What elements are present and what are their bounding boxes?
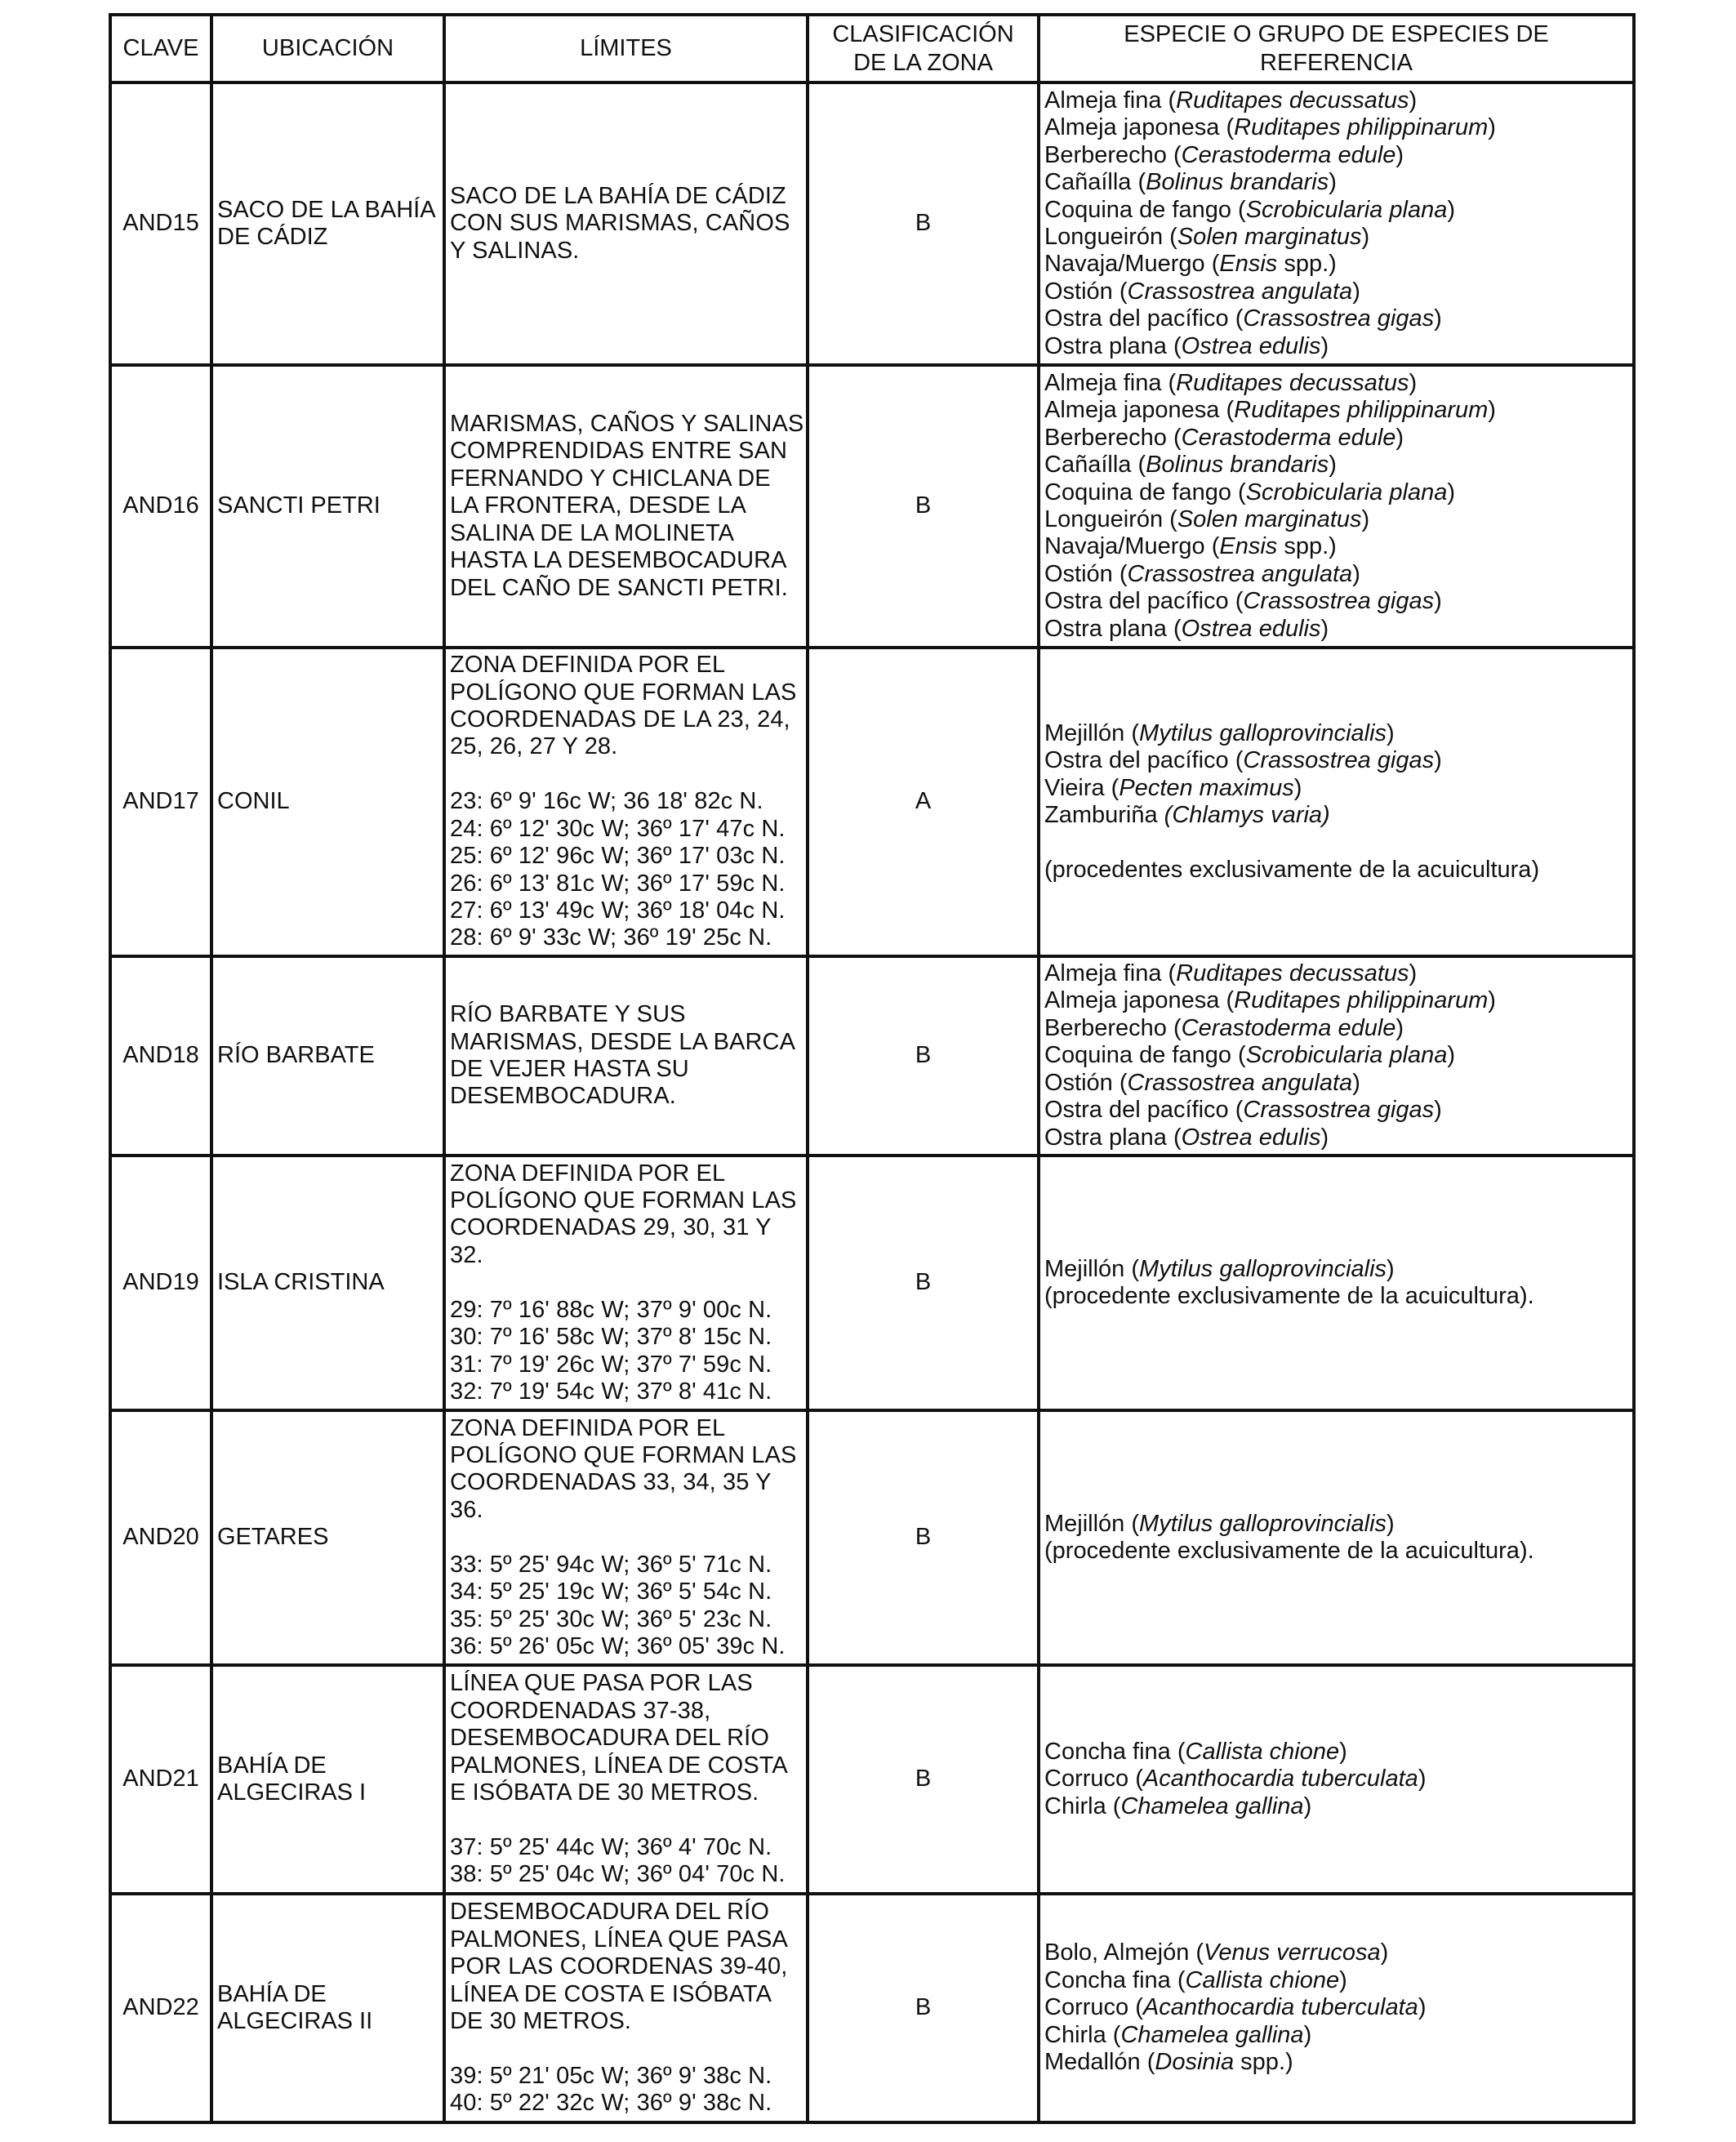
name-suffix: )	[1339, 1966, 1347, 1993]
scientific-name: Chamelea gallina	[1120, 1792, 1304, 1819]
common-name: Coquina de fango (	[1044, 479, 1246, 505]
name-suffix: )	[1434, 1097, 1442, 1124]
scientific-name: Crassostrea gigas	[1243, 1097, 1435, 1124]
limites-line: SALINA DE LA MOLINETA	[450, 519, 735, 546]
especie-line	[1044, 1015, 1628, 1042]
limites-line: Y SALINAS.	[450, 237, 580, 264]
scientific-name: Mytilus galloprovincialis	[1139, 719, 1387, 746]
limites-line: MARISMAS, CAÑOS Y SALINAS	[450, 411, 804, 438]
name-suffix: )	[1409, 369, 1418, 396]
name-suffix: )	[1329, 169, 1337, 196]
common-name: Navaja/Muergo (	[1044, 251, 1220, 278]
limites-cell	[444, 956, 808, 1156]
especies-cell	[1039, 956, 1634, 1156]
scientific-name: Scrobicularia plana	[1245, 1042, 1448, 1069]
table-row	[110, 1156, 1634, 1410]
common-name: Almeja japonesa (	[1044, 114, 1235, 141]
scientific-name: Crassostrea angulata	[1127, 278, 1353, 305]
common-name: Vieira (	[1044, 774, 1119, 801]
scientific-name: Bolinus brandaris	[1146, 169, 1329, 196]
especie-line	[1044, 588, 1628, 615]
table-row	[110, 1410, 1634, 1665]
table-row	[110, 648, 1634, 956]
limites-line: 38: 5º 25' 04c W; 36º 04' 70c N.	[450, 1861, 786, 1888]
name-suffix: spp.)	[1277, 533, 1337, 560]
limites-line: 35: 5º 25' 30c W; 36º 5' 23c N.	[450, 1605, 772, 1632]
scientific-name: Ruditapes decussatus	[1176, 87, 1409, 114]
header-clasificacion: CLASIFICACIÓN DE LA ZONA	[808, 15, 1039, 82]
limites-line: 25: 6º 12' 96c W; 36º 17' 03c N.	[450, 843, 786, 870]
common-name: Mejillón (	[1044, 1255, 1140, 1282]
common-name: Zamburiña	[1044, 802, 1164, 828]
limites-cell	[444, 82, 808, 365]
table-body	[110, 82, 1634, 2122]
common-name: Ostra plana (	[1044, 332, 1182, 359]
header-especie: ESPECIE O GRUPO DE ESPECIES DE REFERENCIA	[1039, 15, 1634, 82]
common-name: Berberecho (	[1044, 424, 1182, 451]
ubicacion-cell	[211, 365, 444, 648]
especie-line	[1044, 425, 1628, 452]
clave-cell: AND19	[110, 1156, 211, 1410]
name-suffix: )	[1387, 1255, 1395, 1282]
header-limites: LÍMITES	[444, 15, 808, 82]
clave-cell: AND15	[110, 82, 211, 365]
ubicacion-cell	[211, 1156, 444, 1410]
scientific-name: Ruditapes philippinarum	[1234, 114, 1489, 141]
scientific-name: Cerastoderma edule	[1181, 1014, 1396, 1041]
limites-line: 27: 6º 13' 49c W; 36º 18' 04c N.	[450, 897, 786, 924]
limites-line: MARISMAS, DESDE LA BARCA	[450, 1028, 796, 1055]
zonas-table	[109, 13, 1636, 2124]
ubicacion-cell	[211, 956, 444, 1156]
especie-line	[1044, 802, 1628, 829]
common-name: Longueirón (	[1044, 224, 1177, 250]
scientific-name: Bolinus brandaris	[1146, 452, 1329, 479]
common-name: Cañaílla (	[1044, 452, 1146, 479]
common-name: Medallón (	[1044, 2049, 1155, 2076]
clasificacion-cell: B	[808, 1156, 1039, 1410]
name-suffix: )	[1320, 615, 1329, 642]
common-name: Ostra plana (	[1044, 1124, 1182, 1151]
scientific-name: Crassostrea gigas	[1243, 305, 1435, 332]
ubicacion-line: ISLA CRISTINA	[217, 1269, 385, 1296]
especie-line	[1044, 857, 1628, 884]
limites-line: 28: 6º 9' 33c W; 36º 19' 25c N.	[450, 924, 772, 951]
scientific-name: Chamelea gallina	[1120, 2021, 1304, 2048]
especie-line	[1044, 1124, 1628, 1151]
ubicacion-cell	[211, 1665, 444, 1894]
scientific-name: Ensis	[1219, 251, 1278, 278]
scientific-name: Crassostrea angulata	[1127, 560, 1353, 587]
limites-line: 24: 6º 12' 30c W; 36º 17' 47c N.	[450, 815, 786, 842]
blank-line	[450, 1269, 802, 1296]
especie-line	[1044, 616, 1628, 643]
especie-line	[1044, 397, 1628, 424]
limites-line: ZONA DEFINIDA POR EL	[450, 1414, 726, 1441]
scientific-name: Solen marginatus	[1177, 224, 1362, 250]
name-suffix: )	[1447, 479, 1456, 505]
scientific-name: Crassostrea angulata	[1127, 1069, 1353, 1096]
name-suffix: )	[1361, 224, 1370, 250]
common-name: (procedentes exclusivamente de la acuicultura)	[1044, 856, 1540, 883]
clasificacion-cell: B	[808, 1665, 1039, 1894]
limites-line: 33: 5º 25' 94c W; 36º 5' 71c N.	[450, 1551, 772, 1578]
name-suffix: )	[1352, 1069, 1360, 1096]
clasificacion-cell: B	[808, 1894, 1039, 2122]
limites-line: COORDENADAS 33, 34, 35 Y	[450, 1469, 772, 1496]
scientific-name: Scrobicularia plana	[1245, 196, 1448, 223]
ubicacion-line: BAHÍA DE	[217, 1752, 327, 1779]
clave-cell: AND18	[110, 956, 211, 1156]
common-name: Almeja japonesa (	[1044, 987, 1235, 1014]
especie-line	[1044, 333, 1628, 360]
common-name: Mejillón (	[1044, 719, 1140, 746]
especie-line	[1044, 533, 1628, 560]
common-name: Cañaílla (	[1044, 169, 1146, 196]
especie-line	[1044, 1994, 1628, 2021]
name-suffix: )	[1418, 1994, 1427, 2021]
limites-line: RÍO BARBATE Y SUS	[450, 1001, 686, 1028]
name-suffix: )	[1418, 1766, 1427, 1792]
name-suffix: )	[1409, 960, 1418, 987]
limites-cell	[444, 1894, 808, 2122]
header-clave: CLAVE	[110, 15, 211, 82]
table-row	[110, 365, 1634, 648]
limites-line: 25, 26, 27 Y 28.	[450, 733, 618, 760]
name-suffix: )	[1488, 987, 1496, 1014]
limites-line: 23: 6º 9' 16c W; 36 18' 82c N.	[450, 788, 763, 815]
clave-cell: AND20	[110, 1410, 211, 1665]
common-name: Navaja/Muergo (	[1044, 533, 1220, 560]
especie-line	[1044, 1739, 1628, 1766]
clasificacion-cell: B	[808, 82, 1039, 365]
limites-line: CON SUS MARISMAS, CAÑOS	[450, 210, 790, 237]
common-name: Ostión (	[1044, 278, 1128, 305]
name-suffix: )	[1352, 560, 1360, 587]
limites-line: SACO DE LA BAHÍA DE CÁDIZ	[450, 182, 786, 209]
name-suffix: )	[1447, 196, 1456, 223]
name-suffix: )	[1395, 424, 1404, 451]
name-suffix: spp.)	[1277, 251, 1337, 278]
name-suffix: )	[1303, 2021, 1312, 2048]
name-suffix: spp.)	[1234, 2049, 1293, 2076]
scientific-name: Ruditapes decussatus	[1176, 369, 1409, 396]
blank-line	[450, 761, 802, 788]
scientific-name: Mytilus galloprovincialis	[1139, 1510, 1387, 1537]
scientific-name: Crassostrea gigas	[1243, 747, 1435, 774]
common-name: Berberecho (	[1044, 1014, 1182, 1041]
ubicacion-line: RÍO BARBATE	[217, 1042, 375, 1069]
common-name: Berberecho (	[1044, 141, 1182, 168]
name-suffix: )	[1447, 1042, 1456, 1069]
name-suffix: )	[1434, 588, 1442, 615]
limites-line: 39: 5º 21' 05c W; 36º 9' 38c N.	[450, 2062, 772, 2089]
scientific-name: Acanthocardia tuberculata	[1142, 1994, 1418, 2021]
common-name: Coquina de fango (	[1044, 196, 1246, 223]
ubicacion-line: DE CÁDIZ	[217, 224, 328, 250]
limites-line: 36.	[450, 1496, 483, 1523]
common-name: Chirla (	[1044, 2021, 1121, 2048]
especies-cell	[1039, 82, 1634, 365]
limites-line: DE VEJER HASTA SU	[450, 1056, 689, 1082]
especies-cell	[1039, 648, 1634, 956]
limites-line: COORDENADAS 37-38,	[450, 1697, 711, 1724]
table-row	[110, 1665, 1634, 1894]
common-name: Ostión (	[1044, 560, 1128, 587]
common-name: Concha fina (	[1044, 1966, 1186, 1993]
especies-cell	[1039, 1156, 1634, 1410]
especie-line	[1044, 1042, 1628, 1069]
scientific-name: Scrobicularia plana	[1245, 479, 1448, 505]
name-suffix: )	[1361, 506, 1370, 532]
especie-line	[1044, 747, 1628, 774]
scientific-name: Ostrea edulis	[1181, 332, 1321, 359]
limites-line: PALMONES, LÍNEA DE COSTA	[450, 1752, 788, 1779]
ubicacion-line: GETARES	[217, 1524, 329, 1551]
especie-line	[1044, 1939, 1628, 1966]
scientific-name: Ruditapes philippinarum	[1234, 397, 1489, 424]
especie-line	[1044, 2022, 1628, 2049]
limites-line: POLÍGONO QUE FORMAN LAS	[450, 1187, 797, 1214]
common-name: Almeja fina (	[1044, 960, 1177, 987]
especies-cell	[1039, 365, 1634, 648]
header-ubicacion: UBICACIÓN	[211, 15, 444, 82]
limites-line: DESEMBOCADURA DEL RÍO	[450, 1899, 769, 1926]
especie-line	[1044, 169, 1628, 196]
limites-line: 26: 6º 13' 81c W; 36º 17' 59c N.	[450, 870, 786, 897]
clasificacion-cell: B	[808, 365, 1039, 648]
limites-line: COMPRENDIDAS ENTRE SAN	[450, 438, 788, 465]
scientific-name: Ruditapes philippinarum	[1234, 987, 1489, 1014]
especie-line	[1044, 251, 1628, 278]
ubicacion-cell	[211, 1410, 444, 1665]
especie-line	[1044, 960, 1628, 987]
limites-line: 34: 5º 25' 19c W; 36º 5' 54c N.	[450, 1579, 772, 1605]
common-name: Coquina de fango (	[1044, 1042, 1246, 1069]
common-name: Ostión (	[1044, 1069, 1128, 1096]
especie-line	[1044, 1256, 1628, 1283]
limites-line: ZONA DEFINIDA POR EL	[450, 652, 726, 679]
scientific-name: (Chlamys varia)	[1164, 802, 1330, 828]
ubicacion-line: ALGECIRAS II	[217, 2008, 373, 2034]
scientific-name: Ostrea edulis	[1181, 1124, 1321, 1151]
especie-line	[1044, 2049, 1628, 2076]
scientific-name: Dosinia	[1155, 2049, 1235, 2076]
limites-line: LÍNEA QUE PASA POR LAS	[450, 1670, 753, 1697]
name-suffix: )	[1488, 114, 1496, 141]
table-row	[110, 82, 1634, 365]
limites-cell	[444, 1665, 808, 1894]
limites-line: 29: 7º 16' 88c W; 37º 9' 00c N.	[450, 1296, 772, 1323]
name-suffix: )	[1488, 397, 1496, 424]
limites-cell	[444, 648, 808, 956]
name-suffix: )	[1395, 1014, 1404, 1041]
scientific-name: Ensis	[1219, 533, 1278, 560]
especie-line	[1044, 479, 1628, 506]
common-name: Longueirón (	[1044, 506, 1177, 532]
common-name: Bolo, Almejón (	[1044, 1939, 1204, 1966]
limites-line: FERNANDO Y CHICLANA DE	[450, 465, 771, 492]
name-suffix: )	[1320, 1124, 1329, 1151]
common-name: Ostra plana (	[1044, 615, 1182, 642]
clave-cell: AND22	[110, 1894, 211, 2122]
especie-line	[1044, 114, 1628, 141]
especies-cell	[1039, 1665, 1634, 1894]
ubicacion-cell	[211, 1894, 444, 2122]
name-suffix: )	[1434, 305, 1442, 332]
common-name: Ostra del pacífico (	[1044, 747, 1244, 774]
clasificacion-cell: B	[808, 956, 1039, 1156]
name-suffix: )	[1339, 1738, 1347, 1765]
limites-line: DESEMBOCADURA DEL RÍO	[450, 1725, 769, 1752]
name-suffix: )	[1352, 278, 1360, 305]
name-suffix: )	[1320, 332, 1329, 359]
especie-line	[1044, 1070, 1628, 1097]
clave-cell: AND21	[110, 1665, 211, 1894]
common-name: Mejillón (	[1044, 1510, 1140, 1537]
limites-line: DEL CAÑO DE SANCTI PETRI.	[450, 574, 788, 601]
scientific-name: Venus verrucosa	[1204, 1939, 1381, 1966]
especie-line	[1044, 1283, 1628, 1310]
scientific-name: Ruditapes decussatus	[1176, 960, 1409, 987]
limites-line: DESEMBOCADURA.	[450, 1083, 676, 1110]
common-name: (procedente exclusivamente de la acuicultura).	[1044, 1283, 1534, 1309]
common-name: Corruco (	[1044, 1994, 1143, 2021]
limites-line: LÍNEA DE COSTA E ISÓBATA	[450, 1980, 772, 2007]
ubicacion-cell	[211, 648, 444, 956]
especie-line	[1044, 370, 1628, 397]
limites-line: 40: 5º 22' 32c W; 36º 9' 38c N.	[450, 2090, 772, 2117]
scientific-name: Cerastoderma edule	[1181, 141, 1396, 168]
limites-line: COORDENADAS DE LA 23, 24,	[450, 706, 790, 733]
especie-line	[1044, 305, 1628, 332]
ubicacion-line: SACO DE LA BAHÍA	[217, 196, 436, 223]
common-name: Almeja fina (	[1044, 369, 1177, 396]
blank-line	[450, 1524, 802, 1551]
name-suffix: )	[1409, 87, 1418, 114]
limites-cell	[444, 1156, 808, 1410]
common-name: Corruco (	[1044, 1766, 1143, 1792]
blank-line	[1044, 829, 1628, 856]
especie-line	[1044, 506, 1628, 533]
scientific-name: Crassostrea gigas	[1243, 588, 1435, 615]
common-name: Concha fina (	[1044, 1738, 1186, 1765]
ubicacion-line: SANCTI PETRI	[217, 492, 381, 519]
common-name: Ostra del pacífico (	[1044, 1097, 1244, 1124]
especie-line	[1044, 1538, 1628, 1565]
name-suffix: )	[1387, 1510, 1395, 1537]
especie-line	[1044, 197, 1628, 224]
especies-cell	[1039, 1894, 1634, 2122]
common-name: Ostra del pacífico (	[1044, 588, 1244, 615]
limites-line: POLÍGONO QUE FORMAN LAS	[450, 1442, 797, 1469]
especie-line	[1044, 987, 1628, 1014]
limites-line: COORDENADAS 29, 30, 31 Y	[450, 1214, 772, 1241]
especie-line	[1044, 775, 1628, 802]
limites-line: 31: 7º 19' 26c W; 37º 7' 59c N.	[450, 1351, 772, 1378]
clave-cell: AND17	[110, 648, 211, 956]
limites-line: HASTA LA DESEMBOCADURA	[450, 547, 787, 574]
especie-line	[1044, 87, 1628, 114]
blank-line	[450, 1806, 802, 1833]
name-suffix: )	[1395, 141, 1404, 168]
limites-line: 37: 5º 25' 44c W; 36º 4' 70c N.	[450, 1833, 772, 1860]
common-name: (procedente exclusivamente de la acuicultura).	[1044, 1538, 1534, 1564]
limites-line: PALMONES, LÍNEA QUE PASA	[450, 1926, 788, 1953]
especie-line	[1044, 452, 1628, 479]
especie-line	[1044, 720, 1628, 747]
ubicacion-line: ALGECIRAS I	[217, 1779, 367, 1806]
blank-line	[450, 2035, 802, 2062]
especie-line	[1044, 561, 1628, 588]
common-name: Almeja fina (	[1044, 87, 1177, 114]
limites-line: 32: 7º 19' 54c W; 37º 8' 41c N.	[450, 1378, 772, 1405]
limites-line: POR LAS COORDENAS 39-40,	[450, 1953, 788, 1980]
clave-cell: AND16	[110, 365, 211, 648]
especie-line	[1044, 1097, 1628, 1124]
table-row	[110, 956, 1634, 1156]
scientific-name: Callista chione	[1185, 1738, 1340, 1765]
clasificacion-cell: A	[808, 648, 1039, 956]
ubicacion-line: BAHÍA DE	[217, 1980, 327, 2007]
clasificacion-cell: B	[808, 1410, 1039, 1665]
common-name: Almeja japonesa (	[1044, 397, 1235, 424]
especie-line	[1044, 1967, 1628, 1994]
especie-line	[1044, 1766, 1628, 1792]
scientific-name: Cerastoderma edule	[1181, 424, 1396, 451]
name-suffix: )	[1380, 1939, 1389, 1966]
especie-line	[1044, 224, 1628, 251]
especie-line	[1044, 142, 1628, 169]
limites-line: DE 30 METROS.	[450, 2008, 632, 2034]
limites-line: 30: 7º 16' 58c W; 37º 8' 15c N.	[450, 1324, 772, 1351]
ubicacion-cell	[211, 82, 444, 365]
especie-line	[1044, 1793, 1628, 1820]
name-suffix: )	[1387, 719, 1395, 746]
common-name: Chirla (	[1044, 1792, 1121, 1819]
limites-line: E ISÓBATA DE 30 METROS.	[450, 1779, 759, 1806]
scientific-name: Mytilus galloprovincialis	[1139, 1255, 1387, 1282]
scientific-name: Acanthocardia tuberculata	[1142, 1766, 1418, 1792]
especie-line	[1044, 278, 1628, 305]
scientific-name: Ostrea edulis	[1181, 615, 1321, 642]
name-suffix: )	[1293, 774, 1302, 801]
limites-cell	[444, 1410, 808, 1665]
common-name: Ostra del pacífico (	[1044, 305, 1244, 332]
scientific-name: Pecten maximus	[1119, 774, 1294, 801]
especies-cell	[1039, 1410, 1634, 1665]
name-suffix: )	[1434, 747, 1442, 774]
scientific-name: Callista chione	[1185, 1966, 1340, 1993]
name-suffix: )	[1329, 452, 1337, 479]
name-suffix: )	[1303, 1792, 1312, 1819]
limites-line: 32.	[450, 1241, 483, 1268]
limites-line: LA FRONTERA, DESDE LA	[450, 492, 747, 519]
limites-line: ZONA DEFINIDA POR EL	[450, 1160, 726, 1187]
limites-cell	[444, 365, 808, 648]
ubicacion-line: CONIL	[217, 788, 290, 815]
header-row	[110, 15, 1634, 82]
limites-line: POLÍGONO QUE FORMAN LAS	[450, 679, 797, 706]
limites-line: 36: 5º 26' 05c W; 36º 05' 39c N.	[450, 1632, 786, 1659]
table-row	[110, 1894, 1634, 2122]
especie-line	[1044, 1511, 1628, 1538]
scientific-name: Solen marginatus	[1177, 506, 1362, 532]
